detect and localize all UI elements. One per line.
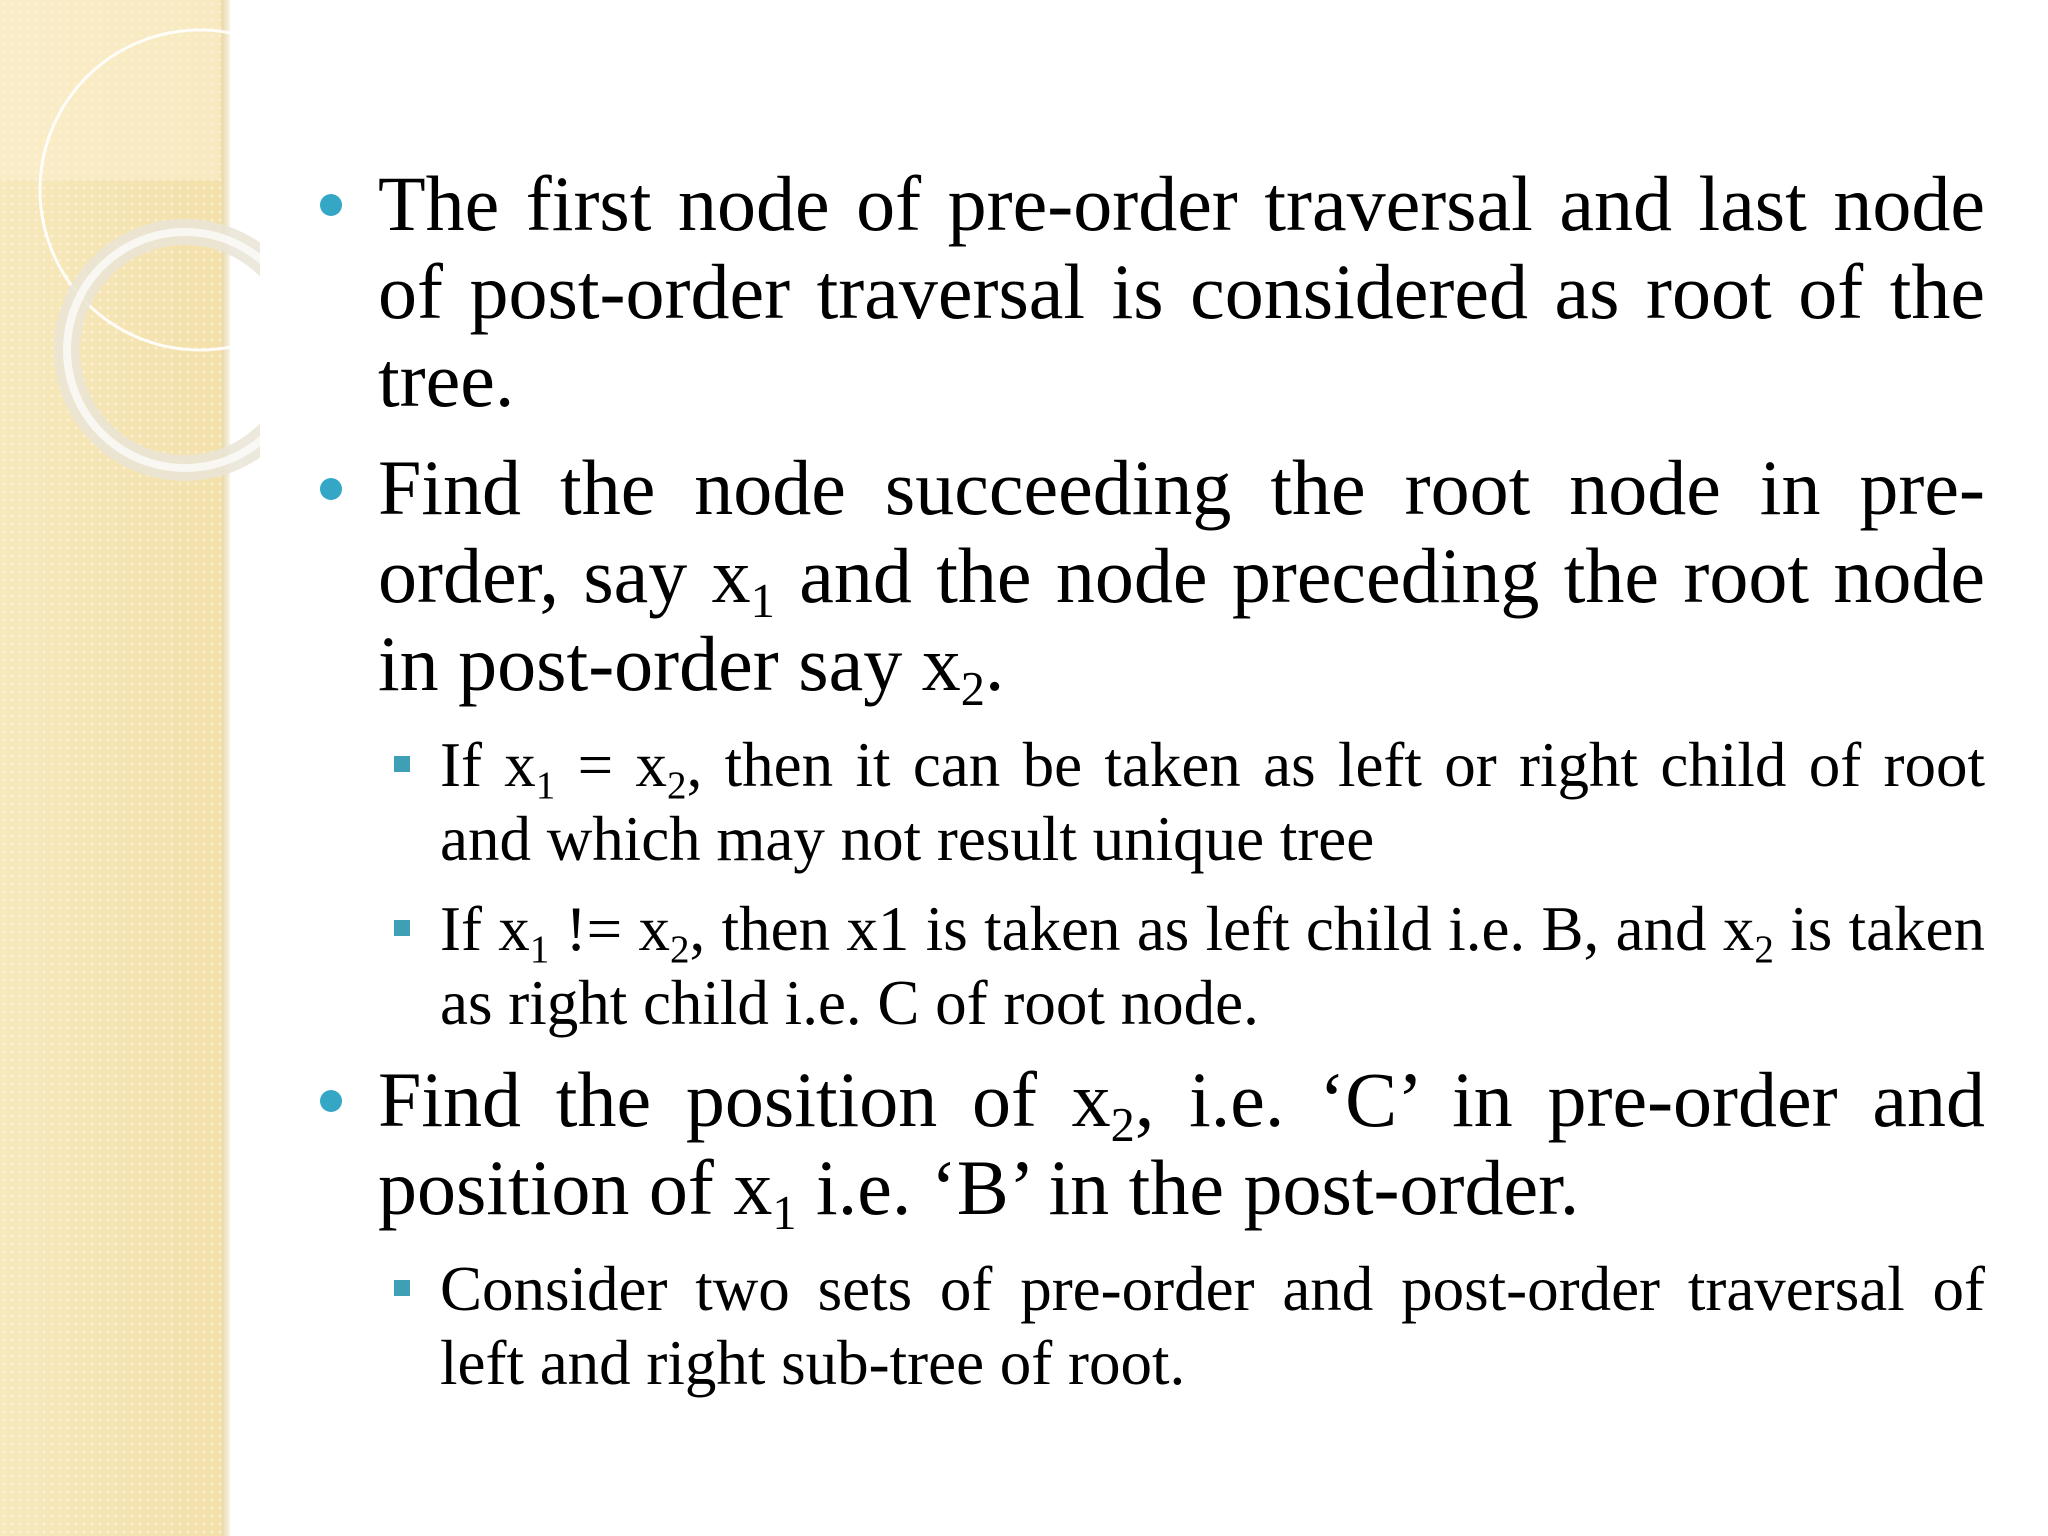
bullet-item-2 — [320, 444, 1986, 717]
bullet-dot — [320, 194, 342, 216]
bullet-item-1 — [320, 160, 1985, 424]
sub-text-part: , then x1 is taken as left child i.e. B, and x — [689, 894, 1755, 964]
sub-bullet-item-1 — [320, 728, 1985, 876]
bullet-text-part: , i.e. ‘C’ in pre-order and position of x — [378, 1056, 1985, 1231]
subscript: 1 — [750, 575, 775, 629]
sub-bullet-item-3 — [320, 1252, 1985, 1400]
sub-bullet-square — [394, 756, 410, 772]
sub-text-part: If x — [440, 730, 536, 800]
decorative-rings — [0, 0, 260, 520]
sub-text-part: = x — [555, 730, 668, 800]
sub-text: Consider two sets of pre-order and post-order traversal of left and right sub-tree of root. — [440, 1254, 1985, 1398]
subscript: 2 — [1754, 928, 1774, 972]
subscript: 2 — [670, 928, 690, 972]
sub-bullet-item-2 — [320, 892, 1985, 1040]
bullet-dot — [320, 478, 342, 500]
sub-text-part: != x — [549, 894, 670, 964]
bullet-text-part: Find the position of x — [378, 1056, 1111, 1143]
sub-bullet-square — [394, 1280, 410, 1296]
sub-text-part: If x — [440, 894, 530, 964]
bullet-text-part: and the node preceding the root node in post-order say x — [378, 532, 1986, 707]
sub-text-part: , then it can be taken as left or right child of root and which may not result unique tree — [440, 730, 1985, 874]
bullet-dot — [320, 1090, 342, 1112]
sub-text-part: is taken as right child i.e. C of root node. — [440, 894, 1986, 1038]
subscript: 1 — [772, 1187, 797, 1241]
bullet-text-part: . — [984, 620, 1005, 707]
bullet-item-3 — [320, 1056, 1985, 1241]
subscript: 1 — [535, 764, 556, 808]
bullet-text-part: i.e. ‘B’ in the post-order. — [796, 1144, 1580, 1231]
bullet-text: The first node of pre-order traversal and last node of post-order traversal is considered as root of the tree. — [378, 160, 1985, 423]
subscript: 2 — [667, 764, 687, 808]
subscript: 1 — [529, 928, 550, 972]
bullet-text-part: Find the node succeeding the root node in pre-order, say x — [378, 444, 1985, 619]
subscript: 2 — [1110, 1099, 1135, 1153]
sub-bullet-square — [394, 920, 410, 936]
subscript: 2 — [960, 663, 985, 717]
slide-content — [320, 160, 1985, 1416]
